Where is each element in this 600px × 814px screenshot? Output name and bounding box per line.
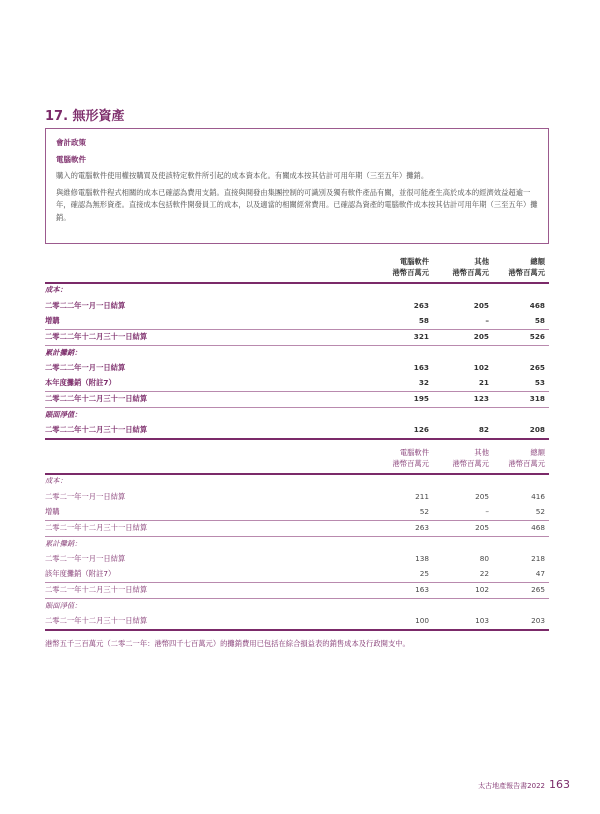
- section-heading: 17. 無形資產: [45, 109, 125, 124]
- header-total: 總額 港幣百萬元: [508, 448, 545, 468]
- amortisation-note: 港幣五千三百萬元（二零二一年：港幣四千七百萬元）的攤銷費用已包括在綜合損益表的銷售成本及行政開支中。: [45, 639, 410, 648]
- policy-paragraph-1: 購入的電腦軟件使用權按購買及使該特定軟件所引起的成本資本化。有關成本按其估計可用年期（三至五年）攤銷。: [56, 171, 429, 180]
- section-amortisation: 累計攤銷：: [45, 348, 82, 357]
- report-name: 太古地產報告書2022: [478, 782, 545, 790]
- table-row: 增購 52 – 52: [45, 507, 545, 516]
- section-cost: 成本：: [45, 285, 67, 294]
- table-header: [45, 447, 549, 471]
- table-row: 二零二二年十二月三十一日結算 321 205 526: [45, 332, 545, 341]
- table-row: 二零二一年十二月三十一日結算 100 103 203: [45, 616, 545, 625]
- table-row: 二零二二年一月一日結算 163 102 265: [45, 363, 545, 372]
- table-header: [45, 256, 549, 280]
- table-row: 二零二一年十二月三十一日結算 263 205 468: [45, 523, 545, 532]
- table-row: 二零二一年一月一日結算 211 205 416: [45, 492, 545, 501]
- header-computer-software: 電腦軟件 港幣百萬元: [392, 448, 429, 468]
- table-row: 增購 58 – 58: [45, 316, 545, 325]
- section-net-book-value: 賬面淨值：: [45, 601, 82, 610]
- header-others: 其他 港幣百萬元: [452, 257, 489, 277]
- table-row: 本年度攤銷（附註7） 32 21 53: [45, 378, 545, 387]
- policy-paragraph-2: 與維修電腦軟件程式相關的成本已確認為費用支銷。直接與開發由集團控制的可識別及獨有軟件產品有關，並很可能產生高於成本的經濟效益超逾一年，確認為無形資產。直接成本包括軟件開發員工的成本，以及適當的相關經常費用。已確認為資產的電腦軟件成本按其估計可用年期（三至五年）攤銷。: [56, 187, 538, 222]
- section-cost: 成本：: [45, 476, 67, 485]
- table-row: 二零二二年十二月三十一日結算 126 82 208: [45, 425, 545, 434]
- accounting-policy-box: [45, 128, 549, 244]
- policy-title: 會計政策: [56, 138, 86, 147]
- page-number: 163: [549, 778, 570, 791]
- table-row: 二零二一年一月一日結算 138 80 218: [45, 554, 545, 563]
- section-net-book-value: 賬面淨值：: [45, 410, 82, 419]
- header-others: 其他 港幣百萬元: [452, 448, 489, 468]
- table-row: 二零二二年一月一日結算 263 205 468: [45, 301, 545, 310]
- header-computer-software: 電腦軟件 港幣百萬元: [392, 257, 429, 277]
- policy-subtitle: 電腦軟件: [56, 154, 86, 164]
- header-total: 總額 港幣百萬元: [508, 257, 545, 277]
- page-footer: [478, 778, 570, 791]
- table-row: 該年度攤銷（附註7） 25 22 47: [45, 569, 545, 578]
- section-amortisation: 累計攤銷：: [45, 539, 82, 548]
- table-row: 二零二二年十二月三十一日結算 195 123 318: [45, 394, 545, 403]
- table-row: 二零二一年十二月三十一日結算 163 102 265: [45, 585, 545, 594]
